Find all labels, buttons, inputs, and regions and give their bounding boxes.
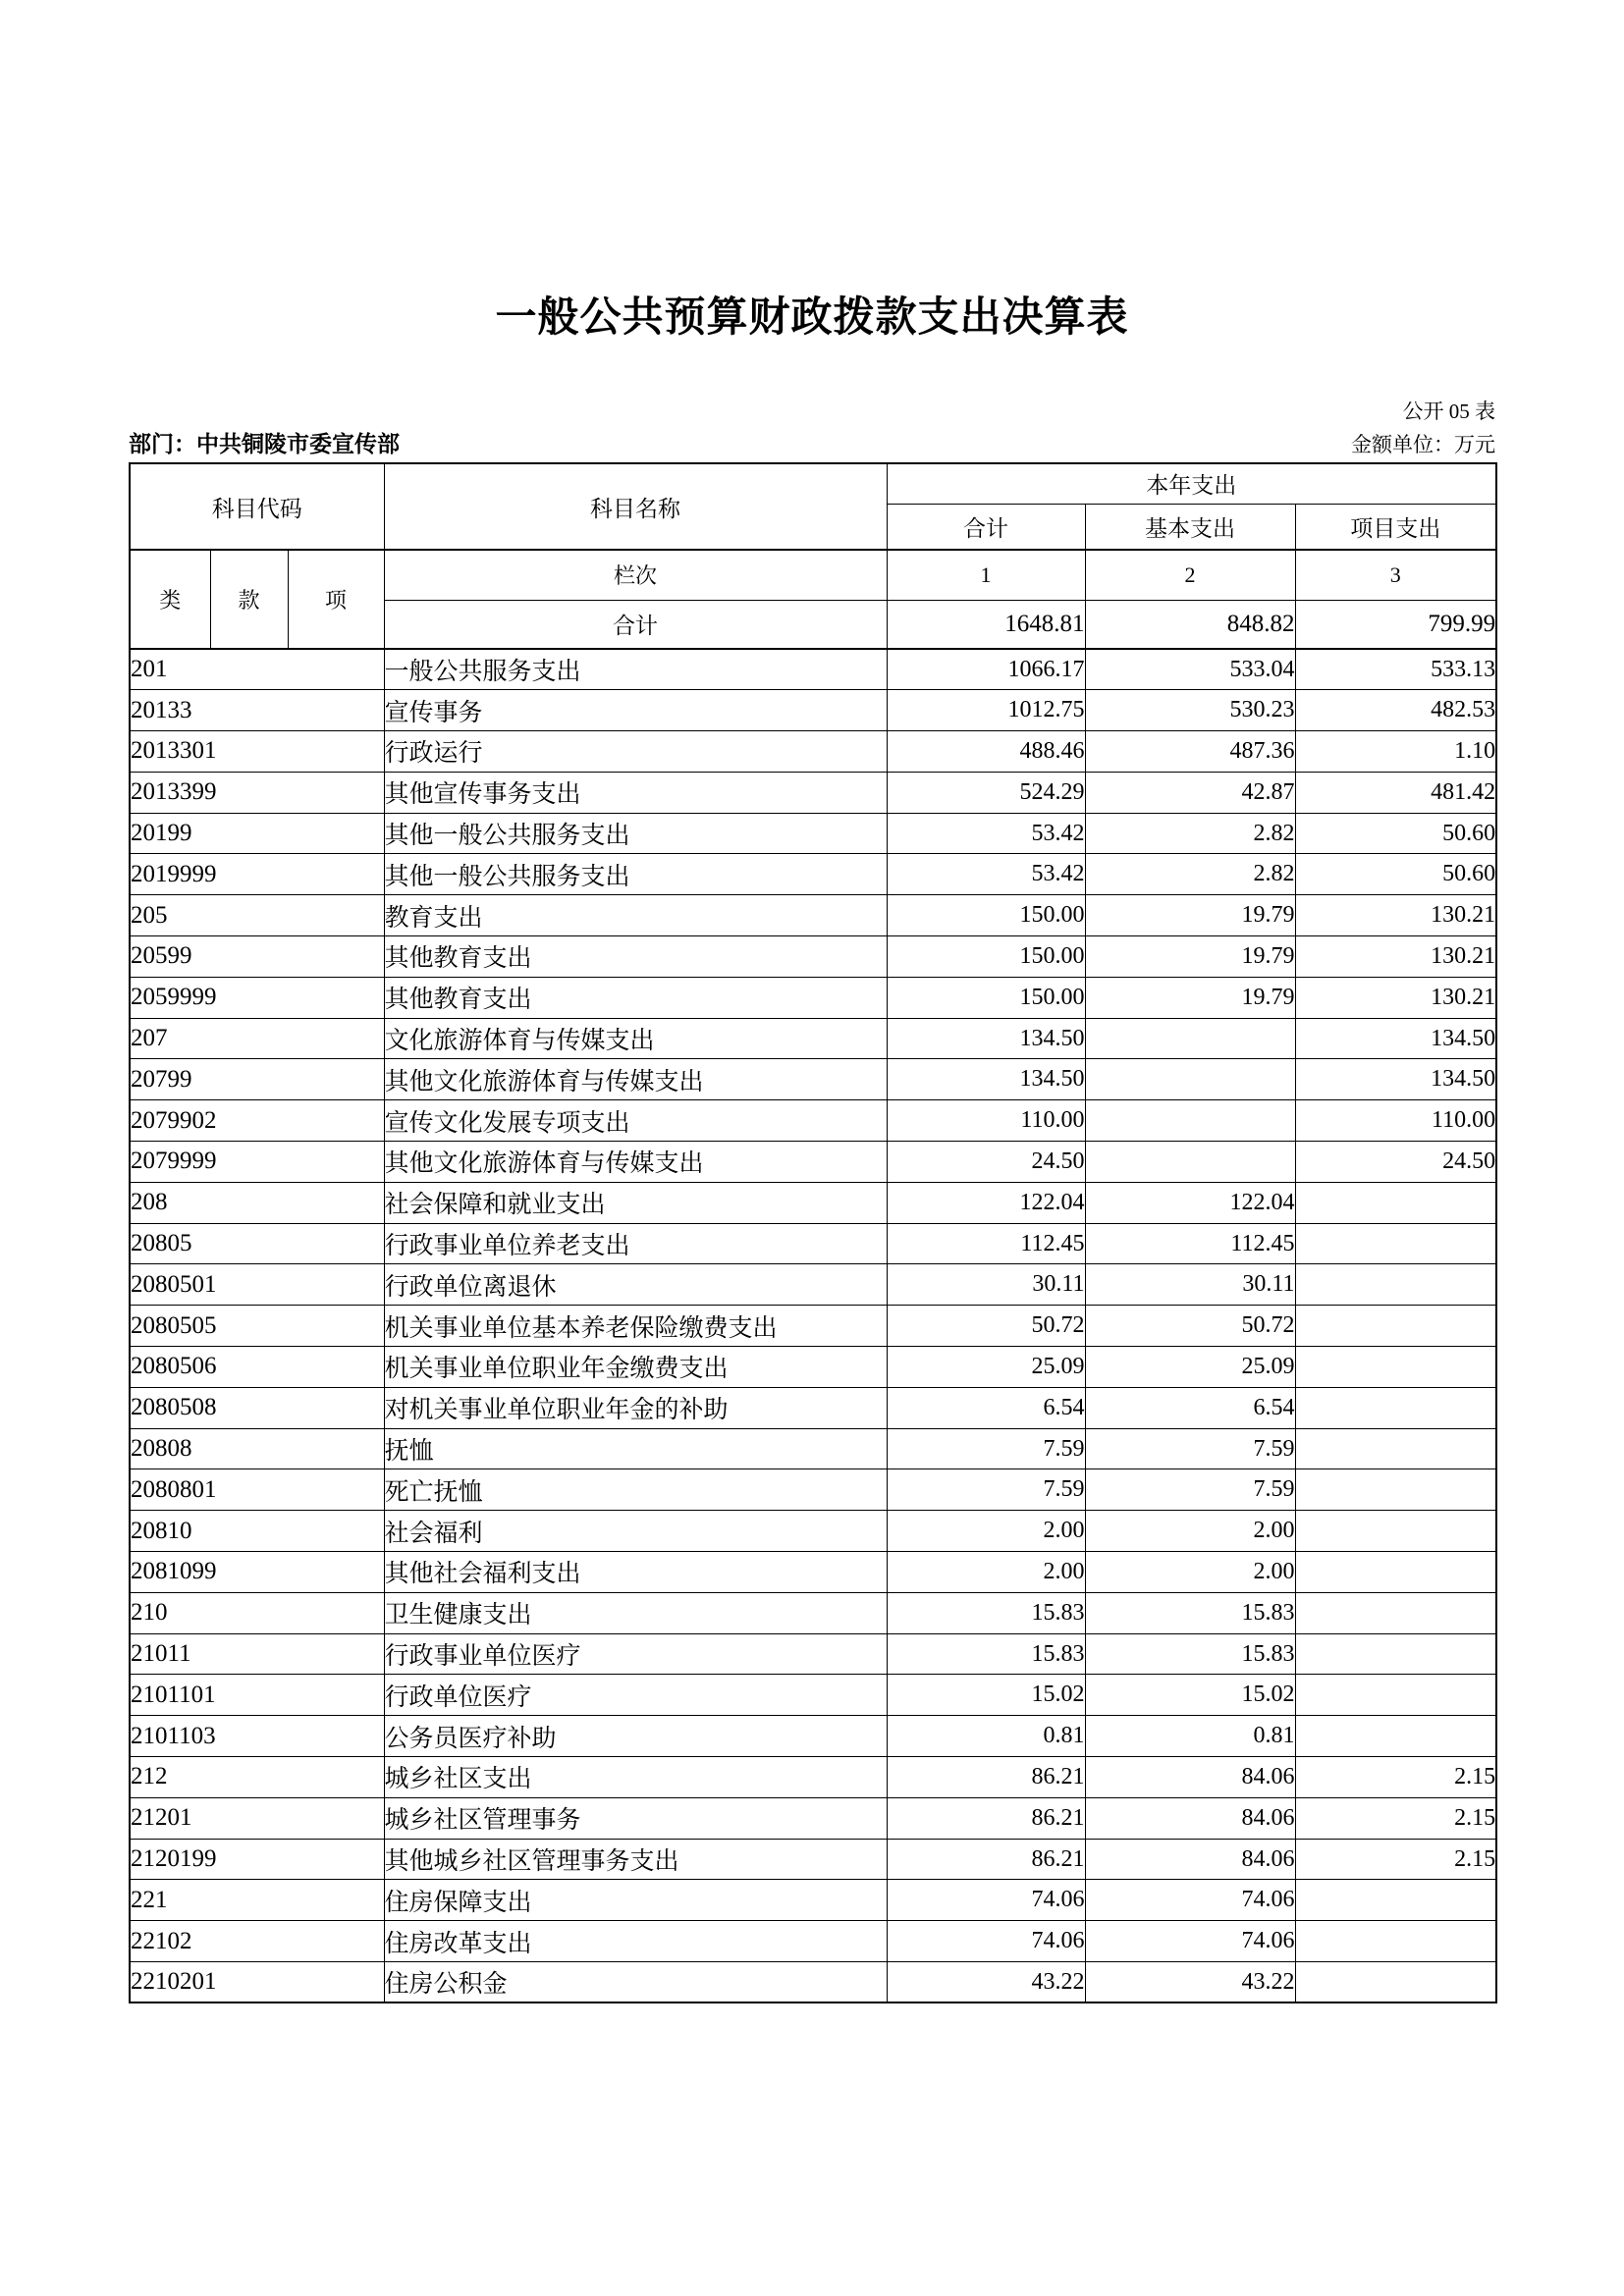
basic-cell: 74.06 xyxy=(1085,1880,1295,1921)
name-cell: 机关事业单位基本养老保险缴费支出 xyxy=(384,1306,887,1347)
document-content xyxy=(129,293,1495,2003)
total-cell: 1012.75 xyxy=(887,690,1085,731)
code-cell: 20799 xyxy=(130,1059,384,1100)
project-cell xyxy=(1295,1223,1496,1264)
total-cell: 0.81 xyxy=(887,1716,1085,1757)
header-subject-code: 科目代码 xyxy=(130,463,384,550)
table-row xyxy=(130,731,1496,773)
basic-cell: 2.00 xyxy=(1085,1552,1295,1593)
basic-cell: 530.23 xyxy=(1085,690,1295,731)
project-cell: 134.50 xyxy=(1295,1018,1496,1059)
basic-cell: 2.82 xyxy=(1085,854,1295,895)
basic-cell: 15.02 xyxy=(1085,1675,1295,1716)
project-cell xyxy=(1295,1511,1496,1552)
total-cell: 2.00 xyxy=(887,1511,1085,1552)
code-cell: 2101103 xyxy=(130,1716,384,1757)
header-project: 项目支出 xyxy=(1295,504,1496,550)
name-cell: 行政事业单位养老支出 xyxy=(384,1223,887,1264)
table-row xyxy=(130,936,1496,978)
total-cell: 122.04 xyxy=(887,1182,1085,1223)
project-cell xyxy=(1295,1428,1496,1469)
total-cell: 86.21 xyxy=(887,1797,1085,1839)
total-cell: 43.22 xyxy=(887,1962,1085,2003)
basic-cell: 112.45 xyxy=(1085,1223,1295,1264)
basic-cell: 84.06 xyxy=(1085,1797,1295,1839)
total-cell: 7.59 xyxy=(887,1428,1085,1469)
basic-cell: 15.83 xyxy=(1085,1592,1295,1633)
project-cell xyxy=(1295,1347,1496,1388)
project-cell xyxy=(1295,1264,1496,1306)
basic-cell: 0.81 xyxy=(1085,1716,1295,1757)
column-index-2: 2 xyxy=(1085,550,1295,600)
project-cell xyxy=(1295,1962,1496,2003)
table-row xyxy=(130,1428,1496,1469)
table-tag: 公开 05 表 xyxy=(1402,400,1495,423)
code-cell: 2080506 xyxy=(130,1347,384,1388)
basic-cell: 19.79 xyxy=(1085,977,1295,1018)
table-row xyxy=(130,854,1496,895)
total-cell: 150.00 xyxy=(887,977,1085,1018)
project-cell: 130.21 xyxy=(1295,977,1496,1018)
project-cell xyxy=(1295,1182,1496,1223)
basic-cell xyxy=(1085,1059,1295,1100)
project-cell xyxy=(1295,1633,1496,1675)
name-cell: 其他城乡社区管理事务支出 xyxy=(384,1839,887,1880)
table-row xyxy=(130,1306,1496,1347)
unit-label: 金额单位： xyxy=(1351,433,1454,456)
code-cell: 20810 xyxy=(130,1511,384,1552)
table-row xyxy=(130,1387,1496,1428)
total-cell: 15.83 xyxy=(887,1633,1085,1675)
code-cell: 2080801 xyxy=(130,1469,384,1511)
table-body xyxy=(130,649,1496,2002)
basic-cell: 2.82 xyxy=(1085,813,1295,854)
total-cell: 53.42 xyxy=(887,854,1085,895)
total-cell: 24.50 xyxy=(887,1142,1085,1183)
name-cell: 住房改革支出 xyxy=(384,1921,887,1962)
code-cell: 20133 xyxy=(130,690,384,731)
code-cell: 207 xyxy=(130,1018,384,1059)
project-cell: 481.42 xyxy=(1295,772,1496,813)
name-cell: 文化旅游体育与传媒支出 xyxy=(384,1018,887,1059)
table-row xyxy=(130,649,1496,690)
project-cell: 533.13 xyxy=(1295,649,1496,690)
name-cell: 住房公积金 xyxy=(384,1962,887,2003)
name-cell: 其他文化旅游体育与传媒支出 xyxy=(384,1059,887,1100)
table-row xyxy=(130,1921,1496,1962)
code-cell: 208 xyxy=(130,1182,384,1223)
total-row-total: 1648.81 xyxy=(887,600,1085,649)
project-cell xyxy=(1295,1675,1496,1716)
header-current-year: 本年支出 xyxy=(887,463,1496,504)
table-row xyxy=(130,1059,1496,1100)
basic-cell: 122.04 xyxy=(1085,1182,1295,1223)
header-basic: 基本支出 xyxy=(1085,504,1295,550)
total-cell: 134.50 xyxy=(887,1059,1085,1100)
table-row xyxy=(130,1511,1496,1552)
total-cell: 6.54 xyxy=(887,1387,1085,1428)
table-row xyxy=(130,1757,1496,1798)
project-cell: 50.60 xyxy=(1295,813,1496,854)
total-cell: 86.21 xyxy=(887,1757,1085,1798)
basic-cell: 19.79 xyxy=(1085,895,1295,936)
table-row xyxy=(130,1347,1496,1388)
project-cell xyxy=(1295,1306,1496,1347)
project-cell: 1.10 xyxy=(1295,731,1496,773)
code-cell: 22102 xyxy=(130,1921,384,1962)
code-cell: 21011 xyxy=(130,1633,384,1675)
header-total: 合计 xyxy=(887,504,1085,550)
basic-cell: 25.09 xyxy=(1085,1347,1295,1388)
name-cell: 宣传事务 xyxy=(384,690,887,731)
table-row xyxy=(130,1264,1496,1306)
name-cell: 对机关事业单位职业年金的补助 xyxy=(384,1387,887,1428)
code-cell: 2059999 xyxy=(130,977,384,1018)
code-cell: 2013301 xyxy=(130,731,384,773)
code-cell: 2079902 xyxy=(130,1100,384,1142)
total-cell: 2.00 xyxy=(887,1552,1085,1593)
total-row-basic: 848.82 xyxy=(1085,600,1295,649)
project-cell xyxy=(1295,1716,1496,1757)
table-row xyxy=(130,977,1496,1018)
basic-cell: 84.06 xyxy=(1085,1757,1295,1798)
code-cell: 20199 xyxy=(130,813,384,854)
table-row xyxy=(130,1552,1496,1593)
project-cell: 110.00 xyxy=(1295,1100,1496,1142)
total-cell: 30.11 xyxy=(887,1264,1085,1306)
project-cell: 130.21 xyxy=(1295,936,1496,978)
total-cell: 7.59 xyxy=(887,1469,1085,1511)
table-row xyxy=(130,772,1496,813)
header-row-1 xyxy=(130,463,1496,504)
project-cell: 2.15 xyxy=(1295,1757,1496,1798)
name-cell: 教育支出 xyxy=(384,895,887,936)
unit-value: 万元 xyxy=(1454,433,1495,456)
meta-line xyxy=(129,430,1495,459)
code-cell: 212 xyxy=(130,1757,384,1798)
total-cell: 86.21 xyxy=(887,1839,1085,1880)
total-cell: 53.42 xyxy=(887,813,1085,854)
name-cell: 其他一般公共服务支出 xyxy=(384,854,887,895)
total-cell: 150.00 xyxy=(887,936,1085,978)
name-cell: 行政单位医疗 xyxy=(384,1675,887,1716)
total-cell: 150.00 xyxy=(887,895,1085,936)
name-cell: 社会福利 xyxy=(384,1511,887,1552)
basic-cell: 2.00 xyxy=(1085,1511,1295,1552)
total-cell: 50.72 xyxy=(887,1306,1085,1347)
unit-line xyxy=(1351,430,1495,459)
project-cell: 130.21 xyxy=(1295,895,1496,936)
table-row xyxy=(130,1592,1496,1633)
total-cell: 134.50 xyxy=(887,1018,1085,1059)
name-cell: 公务员医疗补助 xyxy=(384,1716,887,1757)
basic-cell: 7.59 xyxy=(1085,1428,1295,1469)
name-cell: 其他社会福利支出 xyxy=(384,1552,887,1593)
total-cell: 25.09 xyxy=(887,1347,1085,1388)
name-cell: 行政运行 xyxy=(384,731,887,773)
project-cell xyxy=(1295,1592,1496,1633)
basic-cell xyxy=(1085,1018,1295,1059)
name-cell: 宣传文化发展专项支出 xyxy=(384,1100,887,1142)
name-cell: 其他教育支出 xyxy=(384,977,887,1018)
department-value: 中共铜陵市委宣传部 xyxy=(196,432,400,456)
table-row xyxy=(130,1839,1496,1880)
total-cell: 74.06 xyxy=(887,1921,1085,1962)
name-cell: 机关事业单位职业年金缴费支出 xyxy=(384,1347,887,1388)
total-row-project: 799.99 xyxy=(1295,600,1496,649)
project-cell xyxy=(1295,1469,1496,1511)
code-cell: 2080508 xyxy=(130,1387,384,1428)
code-cell: 2079999 xyxy=(130,1142,384,1183)
project-cell xyxy=(1295,1921,1496,1962)
basic-cell: 74.06 xyxy=(1085,1921,1295,1962)
name-cell: 行政事业单位医疗 xyxy=(384,1633,887,1675)
name-cell: 卫生健康支出 xyxy=(384,1592,887,1633)
table-row xyxy=(130,1223,1496,1264)
code-cell: 21201 xyxy=(130,1797,384,1839)
total-cell: 488.46 xyxy=(887,731,1085,773)
total-row-label: 合计 xyxy=(384,600,887,649)
total-cell: 15.83 xyxy=(887,1592,1085,1633)
project-cell: 2.15 xyxy=(1295,1797,1496,1839)
header-subject-name: 科目名称 xyxy=(384,463,887,550)
basic-cell: 30.11 xyxy=(1085,1264,1295,1306)
name-cell: 城乡社区支出 xyxy=(384,1757,887,1798)
name-cell: 抚恤 xyxy=(384,1428,887,1469)
table-row xyxy=(130,1633,1496,1675)
department-line xyxy=(129,430,400,459)
name-cell: 城乡社区管理事务 xyxy=(384,1797,887,1839)
header-class: 类 xyxy=(130,550,210,649)
name-cell: 死亡抚恤 xyxy=(384,1469,887,1511)
table-row xyxy=(130,1675,1496,1716)
total-cell: 74.06 xyxy=(887,1880,1085,1921)
project-cell: 482.53 xyxy=(1295,690,1496,731)
table-row xyxy=(130,1797,1496,1839)
column-index-1: 1 xyxy=(887,550,1085,600)
column-index-3: 3 xyxy=(1295,550,1496,600)
project-cell xyxy=(1295,1387,1496,1428)
table-row xyxy=(130,1142,1496,1183)
name-cell: 一般公共服务支出 xyxy=(384,649,887,690)
project-cell: 24.50 xyxy=(1295,1142,1496,1183)
table-row xyxy=(130,1716,1496,1757)
table-row xyxy=(130,690,1496,731)
basic-cell: 15.83 xyxy=(1085,1633,1295,1675)
total-cell: 1066.17 xyxy=(887,649,1085,690)
total-cell: 112.45 xyxy=(887,1223,1085,1264)
basic-cell: 533.04 xyxy=(1085,649,1295,690)
basic-cell: 6.54 xyxy=(1085,1387,1295,1428)
page-title: 一般公共预算财政拨款支出决算表 xyxy=(495,294,1129,340)
code-cell: 210 xyxy=(130,1592,384,1633)
code-cell: 2120199 xyxy=(130,1839,384,1880)
project-cell xyxy=(1295,1880,1496,1921)
project-cell xyxy=(1295,1552,1496,1593)
code-cell: 20805 xyxy=(130,1223,384,1264)
header-section: 款 xyxy=(210,550,288,649)
basic-cell: 43.22 xyxy=(1085,1962,1295,2003)
code-cell: 20808 xyxy=(130,1428,384,1469)
table-row xyxy=(130,1100,1496,1142)
code-cell: 2081099 xyxy=(130,1552,384,1593)
table-row xyxy=(130,895,1496,936)
code-cell: 2080501 xyxy=(130,1264,384,1306)
name-cell: 其他教育支出 xyxy=(384,936,887,978)
name-cell: 行政单位离退休 xyxy=(384,1264,887,1306)
table-row xyxy=(130,1880,1496,1921)
department-label: 部门： xyxy=(129,432,196,456)
expenditure-table xyxy=(129,462,1497,2003)
code-cell: 221 xyxy=(130,1880,384,1921)
project-cell: 2.15 xyxy=(1295,1839,1496,1880)
table-row xyxy=(130,1469,1496,1511)
project-cell: 134.50 xyxy=(1295,1059,1496,1100)
code-cell: 20599 xyxy=(130,936,384,978)
table-row xyxy=(130,813,1496,854)
name-cell: 住房保障支出 xyxy=(384,1880,887,1921)
code-cell: 2210201 xyxy=(130,1962,384,2003)
column-index-label: 栏次 xyxy=(384,550,887,600)
total-cell: 524.29 xyxy=(887,772,1085,813)
total-cell: 15.02 xyxy=(887,1675,1085,1716)
basic-cell: 50.72 xyxy=(1085,1306,1295,1347)
basic-cell: 7.59 xyxy=(1085,1469,1295,1511)
header-item: 项 xyxy=(288,550,384,649)
total-cell: 110.00 xyxy=(887,1100,1085,1142)
code-cell: 205 xyxy=(130,895,384,936)
basic-cell: 487.36 xyxy=(1085,731,1295,773)
name-cell: 其他宣传事务支出 xyxy=(384,772,887,813)
table-row xyxy=(130,1018,1496,1059)
name-cell: 其他文化旅游体育与传媒支出 xyxy=(384,1142,887,1183)
code-cell: 2080505 xyxy=(130,1306,384,1347)
basic-cell: 42.87 xyxy=(1085,772,1295,813)
basic-cell: 19.79 xyxy=(1085,936,1295,978)
name-cell: 社会保障和就业支出 xyxy=(384,1182,887,1223)
basic-cell xyxy=(1085,1100,1295,1142)
code-cell: 201 xyxy=(130,649,384,690)
basic-cell: 84.06 xyxy=(1085,1839,1295,1880)
header-row-3 xyxy=(130,550,1496,600)
basic-cell xyxy=(1085,1142,1295,1183)
table-row xyxy=(130,1962,1496,2003)
table-row xyxy=(130,1182,1496,1223)
code-cell: 2101101 xyxy=(130,1675,384,1716)
project-cell: 50.60 xyxy=(1295,854,1496,895)
code-cell: 2013399 xyxy=(130,772,384,813)
name-cell: 其他一般公共服务支出 xyxy=(384,813,887,854)
code-cell: 2019999 xyxy=(130,854,384,895)
